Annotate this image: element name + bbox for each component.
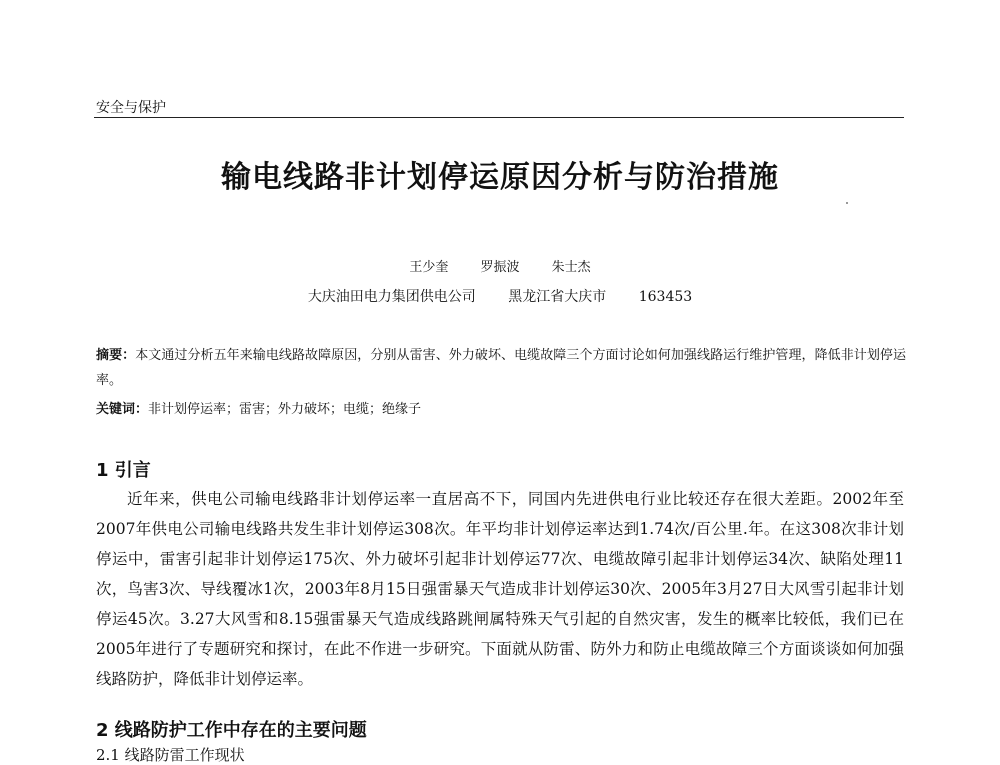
keywords-label: 关键词： bbox=[96, 402, 149, 417]
paper-title: 输电线路非计划停运原因分析与防治措施 bbox=[221, 160, 779, 195]
affiliation-org: 大庆油田电力集团供电公司 bbox=[307, 289, 476, 305]
keywords bbox=[96, 398, 906, 417]
header-section-label: 安全与保护 bbox=[96, 100, 166, 116]
abstract-label: 摘要： bbox=[96, 348, 136, 363]
keywords-text: 非计划停运率；雷害；外力破坏；电缆；绝缘子 bbox=[148, 402, 422, 417]
author-list bbox=[0, 256, 1000, 275]
affiliation-postcode: 163453 bbox=[638, 289, 693, 305]
author-name: 朱士杰 bbox=[551, 260, 591, 275]
author-name: 王少奎 bbox=[409, 260, 449, 275]
abstract-text: 本文通过分析五年来输电线路故障原因，分别从雷害、外力破坏、电缆故障三个方面讨论如何加强线路运行维护管理，降低非计划停运率。 bbox=[96, 348, 906, 388]
section-1-heading: 1 引言 bbox=[96, 460, 151, 481]
section-1-body: 近年来，供电公司输电线路非计划停运率一直居高不下，同国内先进供电行业比较还存在很大差距。2002年至2007年供电公司输电线路共发生非计划停运308次。年平均非计划停运率达到1.74次/百公里.年。在这308次非计划停运中，雷害引起非计划停运175次、外力破坏引起非计划停运77次、电缆故障引起非计划停运34次、缺陷处理11次，鸟害3次、导线覆冰1次，2003年8月15日强雷暴天气造成非计划停运30次、2005年3月27日大风雪引起非计划停运45次。3.27大风雪和8.15强雷暴天气造成线路跳闸属特殊天气引起的自然灾害，发生的概率比较低，我们已在2005年进行了专题研究和探讨，在此不作进一步研究。下面就从防雷、防外力和防止电缆故障三个方面谈谈如何加强线路防护，降低非计划停运率。 bbox=[96, 490, 904, 688]
affiliation-location: 黑龙江省大庆市 bbox=[508, 289, 607, 305]
section-2-heading: 2 线路防护工作中存在的主要问题 bbox=[96, 720, 367, 741]
affiliation bbox=[0, 286, 1000, 306]
dust-speck bbox=[846, 202, 848, 204]
section-2-1-subheading: 2.1 线路防雷工作现状 bbox=[96, 746, 245, 764]
author-name: 罗振波 bbox=[480, 260, 520, 275]
abstract bbox=[96, 343, 906, 393]
header-rule bbox=[94, 117, 904, 118]
